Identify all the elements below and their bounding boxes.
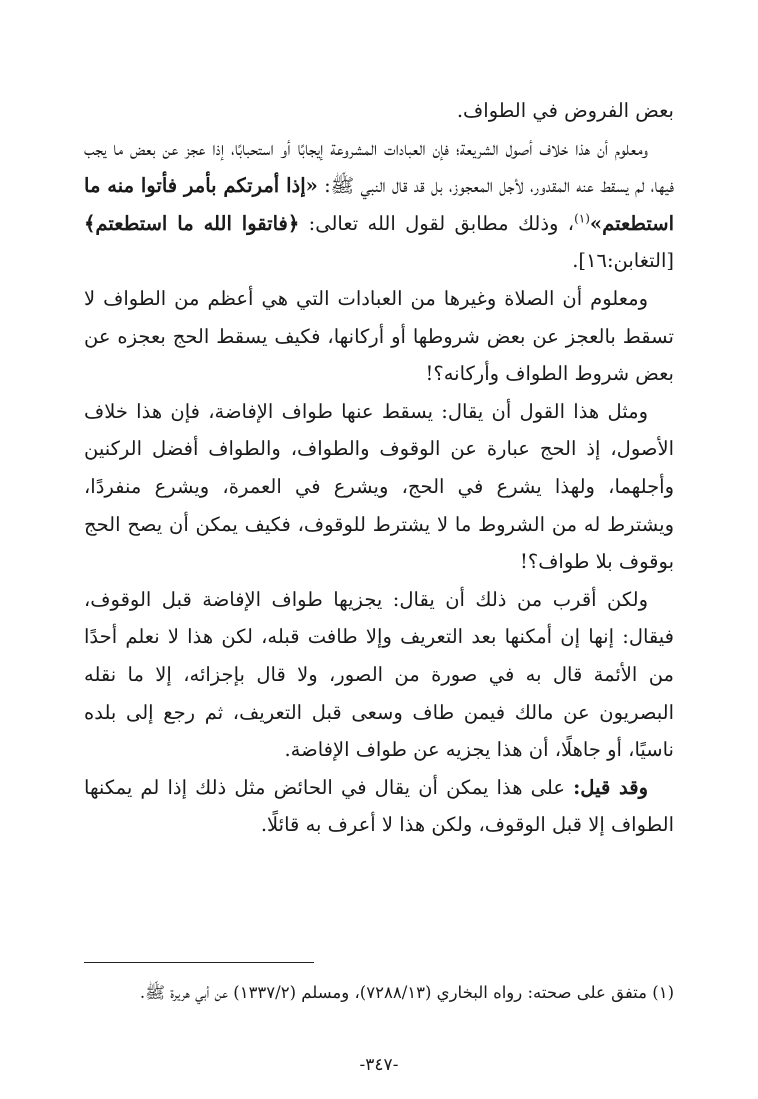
paragraph-2 [84, 130, 674, 280]
page-number: -٣٤٧- [359, 1055, 399, 1075]
footnotes [84, 976, 674, 1009]
footnote-1: (١) متفق على صحته: رواه البخاري (٧٢٨٨/١٣)، ومسلم (١٣٣٧/٢) عن أبي هريرة ﷺ. [139, 983, 674, 1002]
verse-citation: [التغابن:١٦]. [572, 249, 674, 273]
paragraph-5: ولكن أقرب من ذلك أن يقال: يجزيها طواف الإفاضة قبل الوقوف، فيقال: إنها إن أمكنها بعد التعريف وإلا طافت قبله، لكن هذا لا نعلم أحدًا من الأئمة قال به في صورة من الصور، ولا قال بإجزائه، إلا ما نقله البصريون عن مالك فيمن طاف وسعى قبل التعريف، ثم رجع إلى بلده ناسيًا، أو جاهلًا، أن هذا يجزيه عن طواف الإفاضة. [84, 587, 674, 762]
footnote-separator [84, 962, 314, 963]
paragraph-6-text: على هذا يمكن أن يقال في الحائض مثل ذلك إذا لم يمكنها الطواف إلا قبل الوقوف، ولكن هذا لا أعرف به قائلًا. [84, 775, 674, 837]
paragraph-6 [84, 769, 674, 844]
paragraph-3: ومعلوم أن الصلاة وغيرها من العبادات التي هي أعظم من الطواف لا تسقط بالعجز عن بعض شروطها أو أركانها، فكيف يسقط الحج بعجزه عن بعض شروط الطواف وأركانه؟! [84, 286, 674, 386]
paragraph-1: بعض الفروض في الطواف. [456, 99, 674, 122]
quran-verse: ﴿فاتقوا الله ما استطعتم﴾ [84, 211, 300, 235]
page-body [84, 92, 674, 1099]
paragraph-4: ومثل هذا القول أن يقال: يسقط عنها طواف الإفاضة، فإن هذا خلاف الأصول، إذ الحج عبارة عن الوقوف والطواف، والطواف أفضل الركنين وأجلهما، ولهذا يشرع في الحج، ويشرع في العمرة، ويشرع منفردًا، ويشترط له من الشروط ما لا يشترط للوقوف، فكيف يمكن أن يصح الحج بوقوف بلا طواف؟! [84, 399, 674, 574]
paragraph-2-tail: ، وذلك مطابق لقول الله تعالى: [299, 211, 575, 235]
paragraph-2-text: ومعلوم أن هذا خلاف أصول الشريعة؛ فإن العبادات المشروعة إيجابًا أو استحبابًا، إذا عجز عن بعض ما يجب فيها، لم يسقط عنه المقدور، لأجل المعجوز، بل قد قال النبي ﷺ: [84, 136, 675, 198]
footnote-ref-1: (١) [574, 211, 590, 226]
hadith-quote: «إذا أمرتكم بأمر فأتوا منه ما استطعتم» [84, 174, 674, 235]
paragraph-6-lead: وقد قيل: [573, 775, 648, 799]
